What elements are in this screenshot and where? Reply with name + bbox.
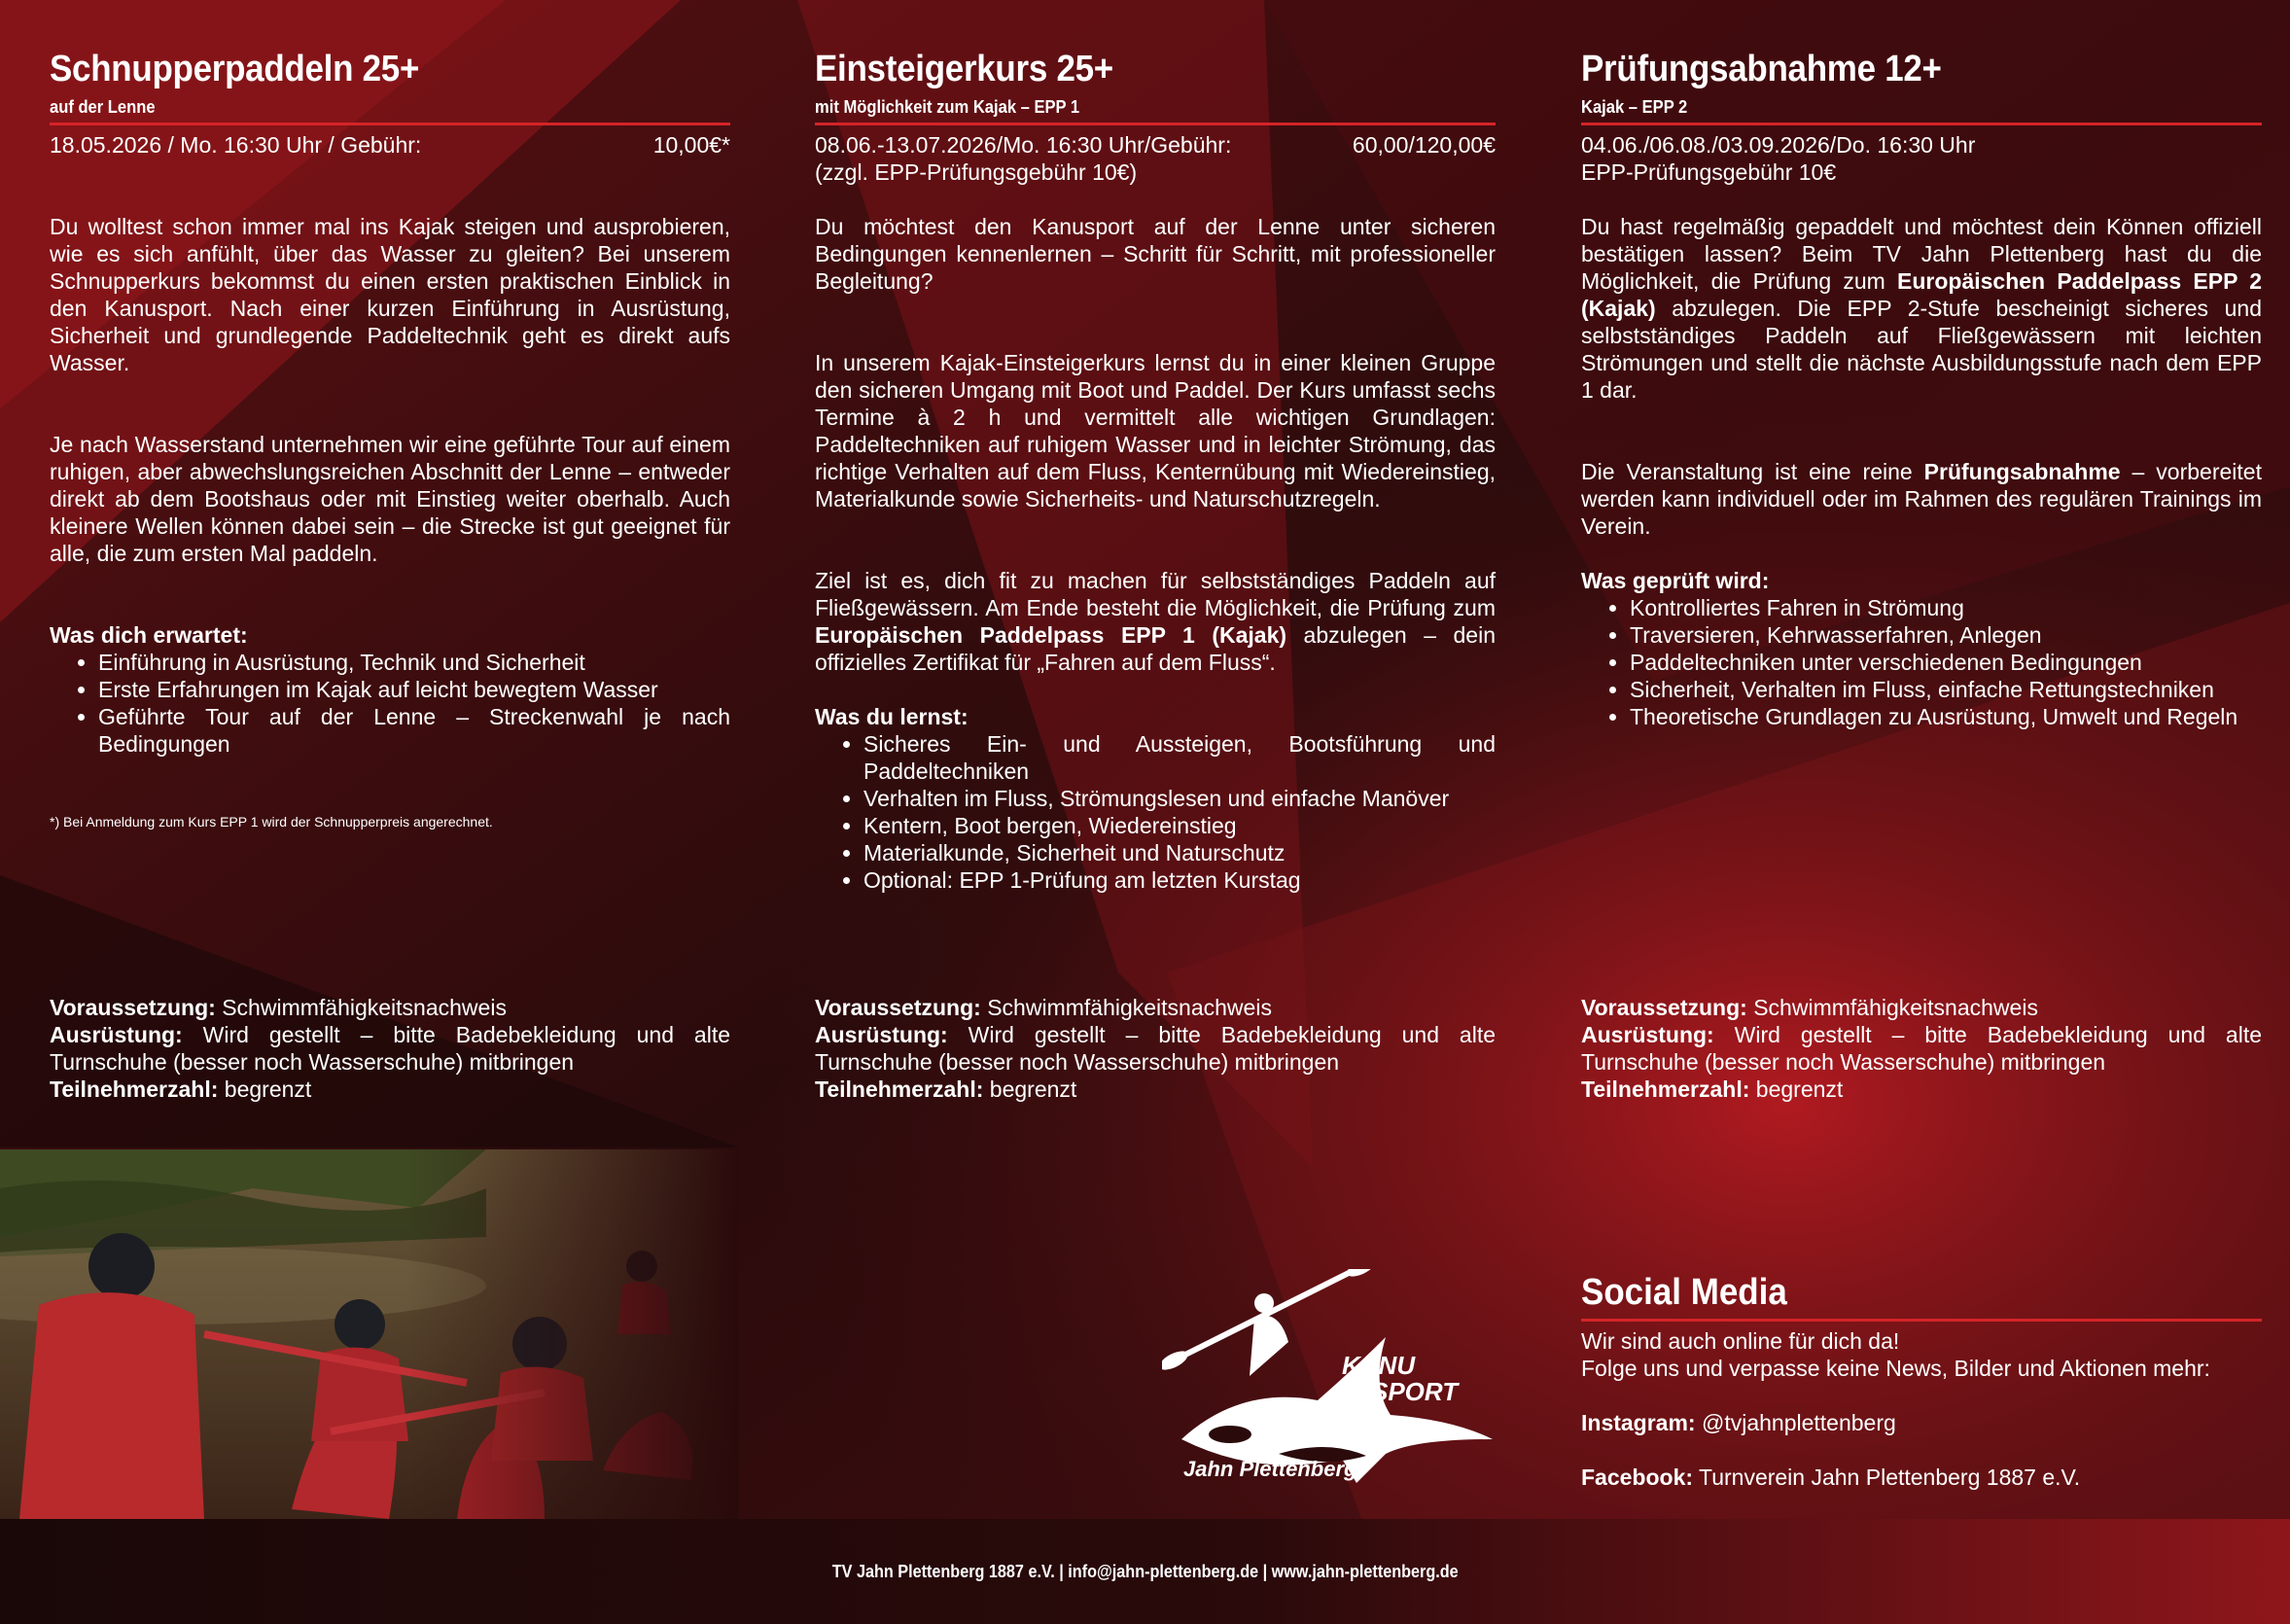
list-item: • Optional: EPP 1-Prüfung am letzten Kurstag bbox=[863, 866, 1496, 894]
course-title: Prüfungsabnahme 12+ bbox=[1581, 49, 1942, 89]
footnote: *) Bei Anmeldung zum Kurs EPP 1 wird der Schnupperpreis angerechnet. bbox=[50, 814, 493, 830]
paragraph: In unserem Kajak-Einsteigerkurs lernst du in einer kleinen Gruppe den sicheren Umgang mit Boot und Paddel. Der Kurs umfasst sechs Termine à 2 h und vermittelt alle wichtigen Grundlagen: Paddeltechniken auf ruhigem Wasser und in leichter Strömung, das richtige Verhalten auf dem Fluss, Kenternübung mit Wiedereinstieg, Materialkunde sowie Sicherheits- und Naturschutzregeln. bbox=[815, 350, 1496, 512]
social-intro-2: Folge uns und verpasse keine News, Bilder und Aktionen mehr: bbox=[1581, 1356, 2210, 1381]
equipment-value: Wird gestellt – bitte Badebekleidung und alte Turnschuhe (besser noch Wasserschuhe) mitbringen bbox=[50, 1022, 730, 1075]
participants-value: begrenzt bbox=[1749, 1077, 1844, 1102]
list-item: • Sicheres Ein- und Aussteigen, Bootsführung und Paddeltechniken bbox=[863, 730, 1496, 785]
facebook-page: Turnverein Jahn Plettenberg 1887 e.V. bbox=[1693, 1465, 2081, 1490]
date-fee: 08.06.-13.07.2026/Mo. 16:30 Uhr/Gebühr: bbox=[815, 132, 1232, 158]
paragraph: Ziel ist es, dich fit zu machen für selbstständiges Paddeln auf Fließgewässern. Am Ende besteht die Möglichkeit, die Prüfung zum Europäischen Paddelpass EPP 1 (Kajak) abzulegen – dein offizielles Zertifikat für „Fahren auf dem Fluss“. bbox=[815, 568, 1496, 675]
list-item: • Geführte Tour auf der Lenne – Streckenwahl je nach Bedingungen bbox=[98, 703, 730, 758]
instagram-handle: @tvjahnplettenberg bbox=[1695, 1410, 1896, 1435]
list-item: • Sicherheit, Verhalten im Fluss, einfache Rettungstechniken bbox=[1630, 676, 2262, 703]
paragraph: Du wolltest schon immer mal ins Kajak steigen und ausprobieren, wie es sich anfühlt, über das Wasser zu gleiten? Bei unserem Schnupperkurs bekommst du einen ersten praktischen Einblick in den Kanusport. Nach einer kurzen Einführung in Ausrüstung, Sicherheit und grundlegende Paddeltechnik geht es direkt aufs Wasser. bbox=[50, 214, 730, 375]
list-item: • Traversieren, Kehrwasserfahren, Anlegen bbox=[1630, 621, 2262, 649]
participants-value: begrenzt bbox=[983, 1077, 1077, 1102]
section-heading: Was du lernst: bbox=[815, 704, 969, 729]
participants-label: Teilnehmerzahl: bbox=[1581, 1077, 1750, 1102]
title-rule bbox=[1581, 1319, 2262, 1322]
facebook-label: Facebook: bbox=[1581, 1465, 1694, 1490]
title-rule bbox=[50, 123, 730, 125]
title-rule bbox=[1581, 123, 2262, 125]
course-dates: 04.06./06.08./03.09.2026/Do. 16:30 Uhr bbox=[1581, 132, 1976, 158]
requirement-label: Voraussetzung: bbox=[50, 995, 216, 1020]
social-intro: Wir sind auch online für dich da! bbox=[1581, 1328, 1900, 1354]
course-meta bbox=[50, 131, 730, 159]
bullet-list bbox=[815, 730, 1496, 894]
bold-text: Prüfungsabnahme bbox=[1923, 459, 2121, 484]
list-item: • Materialkunde, Sicherheit und Naturschutz bbox=[863, 839, 1496, 866]
requirements-block bbox=[815, 994, 1496, 1103]
paragraph: Du möchtest den Kanusport auf der Lenne unter sicheren Bedingungen kennenlernen – Schritt für Schritt, mit professioneller Begleitung? bbox=[815, 214, 1496, 294]
course-title: Schnupperpaddeln 25+ bbox=[50, 49, 420, 89]
section-heading: Was geprüft wird: bbox=[1581, 568, 1770, 593]
exam-fee: (zzgl. EPP-Prüfungsgebühr 10€) bbox=[815, 159, 1138, 185]
requirement-value: Schwimmfähigkeitsnachweis bbox=[1746, 995, 2038, 1020]
requirements-block bbox=[50, 994, 730, 1103]
contact-info: TV Jahn Plettenberg 1887 e.V. | info@jahn-plettenberg.de | www.jahn-plettenberg.de bbox=[831, 1561, 1459, 1581]
date-fee: 18.05.2026 / Mo. 16:30 Uhr / Gebühr: bbox=[50, 132, 422, 158]
column-einsteigerkurs bbox=[815, 47, 1496, 894]
instagram-label: Instagram: bbox=[1581, 1410, 1696, 1435]
equipment-value: Wird gestellt – bitte Badebekleidung und alte Turnschuhe (besser noch Wasserschuhe) mitbringen bbox=[815, 1022, 1496, 1075]
facebook-link[interactable] bbox=[1581, 1464, 2262, 1491]
bold-text: Europäischen Paddelpass EPP 1 (Kajak) bbox=[815, 622, 1287, 648]
requirement-value: Schwimmfähigkeitsnachweis bbox=[980, 995, 1272, 1020]
course-title: Einsteigerkurs 25+ bbox=[815, 49, 1113, 89]
paragraph: Je nach Wasserstand unternehmen wir eine geführte Tour auf einem ruhigen, aber abwechslungsreichen Abschnitt der Lenne – entweder direkt ab dem Bootshaus oder mit Einstieg weiter oberhalb. Auch kleinere Wellen können dabei sein – die Strecke ist gut geeignet für alle, die zum ersten Mal paddeln. bbox=[50, 432, 730, 566]
course-subtitle: Kajak – EPP 2 bbox=[1581, 97, 1688, 117]
instagram-link[interactable] bbox=[1581, 1409, 2262, 1436]
list-item: • Theoretische Grundlagen zu Ausrüstung, Umwelt und Regeln bbox=[1630, 703, 2262, 730]
social-title: Social Media bbox=[1581, 1272, 1787, 1313]
list-item: • Einführung in Ausrüstung, Technik und Sicherheit bbox=[98, 649, 730, 676]
paragraph: Du hast regelmäßig gepaddelt und möchtest dein Können offiziell bestätigen lassen? Beim TV Jahn Plettenberg hast du die Möglichkeit, die Prüfung zum Europäischen Paddelpass EPP 2 (Kajak) abzulegen. Die EPP 2-Stufe bescheinigt sicheres und selbstständiges Paddeln auf Fließgewässern mit leichten Strömungen und stellt die nächste Ausbildungsstufe nach dem EPP 1 dar. bbox=[1581, 214, 2262, 403]
fee-amount: 10,00€* bbox=[652, 132, 730, 158]
equipment-value: Wird gestellt – bitte Badebekleidung und alte Turnschuhe (besser noch Wasserschuhe) mitbringen bbox=[1581, 1022, 2262, 1075]
requirement-label: Voraussetzung: bbox=[815, 995, 981, 1020]
equipment-label: Ausrüstung: bbox=[50, 1022, 183, 1047]
logo-text-club: Jahn Plettenberg bbox=[1183, 1457, 1357, 1481]
title-rule bbox=[815, 123, 1496, 125]
course-subtitle: auf der Lenne bbox=[50, 97, 156, 117]
kayak-photo bbox=[0, 1149, 739, 1519]
course-subtitle: mit Möglichkeit zum Kajak – EPP 1 bbox=[815, 97, 1080, 117]
list-item: • Verhalten im Fluss, Strömungslesen und einfache Manöver bbox=[863, 785, 1496, 812]
logo-text-kanu: KANU bbox=[1342, 1351, 1416, 1380]
bullet-list bbox=[50, 649, 730, 758]
section-heading: Was dich erwartet: bbox=[50, 622, 248, 648]
participants-label: Teilnehmerzahl: bbox=[815, 1077, 984, 1102]
kanu-sport-logo bbox=[1162, 1269, 1512, 1493]
logo-text-sport: SPORT bbox=[1371, 1377, 1459, 1406]
list-item: • Erste Erfahrungen im Kajak auf leicht bewegtem Wasser bbox=[98, 676, 730, 703]
paragraph: Die Veranstaltung ist eine reine Prüfungsabnahme – vorbereitet werden kann individuell oder im Rahmen des regulären Trainings im Verein. bbox=[1581, 459, 2262, 539]
column-schnupperpaddeln bbox=[50, 47, 730, 831]
equipment-label: Ausrüstung: bbox=[1581, 1022, 1714, 1047]
fee-amount: 60,00/120,00€ bbox=[1352, 132, 1496, 158]
requirement-label: Voraussetzung: bbox=[1581, 995, 1747, 1020]
requirement-value: Schwimmfähigkeitsnachweis bbox=[215, 995, 507, 1020]
equipment-label: Ausrüstung: bbox=[815, 1022, 948, 1047]
list-item: • Paddeltechniken unter verschiedenen Bedingungen bbox=[1630, 649, 2262, 676]
list-item: • Kontrolliertes Fahren in Strömung bbox=[1630, 594, 2262, 621]
bold-text: Europäischen Paddelpass EPP 2 (Kajak) bbox=[1581, 268, 2262, 321]
participants-label: Teilnehmerzahl: bbox=[50, 1077, 219, 1102]
social-media-section bbox=[1581, 1270, 2262, 1491]
exam-fee: EPP-Prüfungsgebühr 10€ bbox=[1581, 159, 1837, 185]
contact-bar bbox=[0, 1519, 2290, 1624]
participants-value: begrenzt bbox=[218, 1077, 312, 1102]
course-meta bbox=[815, 131, 1496, 159]
list-item: • Kentern, Boot bergen, Wiedereinstieg bbox=[863, 812, 1496, 839]
requirements-block bbox=[1581, 994, 2262, 1103]
bullet-list bbox=[1581, 594, 2262, 730]
column-pruefungsabnahme bbox=[1581, 47, 2262, 730]
